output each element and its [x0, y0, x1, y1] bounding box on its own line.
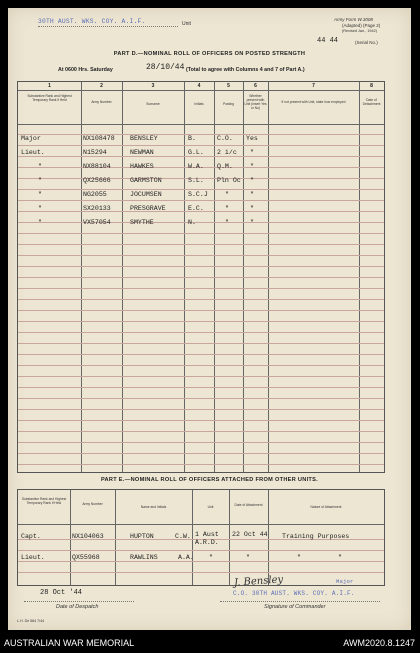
e-head-number: Army Number — [82, 502, 103, 506]
part-d-table — [17, 81, 385, 473]
col-head-posting: Posting — [223, 102, 234, 106]
d-row-6-number: SX20133 — [83, 205, 111, 212]
e-row-1-initials: C.W. — [175, 533, 191, 540]
caption-right: AWM2020.8.1247 — [343, 638, 415, 648]
d-row-4-surname: GARMSTON — [130, 177, 162, 184]
d-row-7-surname: SMYTHE — [130, 219, 154, 226]
e-row-2-nature-a: " — [297, 554, 301, 561]
part-e-table — [17, 489, 385, 589]
d-row-4-number: QX25666 — [83, 177, 111, 184]
part-d-time: At 0600 Hrs. Saturday — [58, 67, 113, 73]
col-num-4: 4 — [197, 83, 201, 89]
unit-label: Unit — [182, 21, 191, 27]
d-row-3-number: NX88104 — [83, 163, 111, 170]
d-row-4-posting: Pln Oc — [217, 177, 241, 184]
unit-stamp: 30TH AUST. WKS. COY. A.I.F. — [38, 18, 146, 25]
d-row-6-initials: E.C. — [188, 205, 204, 212]
d-row-3-present: " — [250, 163, 254, 170]
d-row-7-present: " — [250, 219, 254, 226]
e-head-unit: Unit — [207, 505, 214, 509]
despatch-underline — [24, 601, 134, 602]
d-row-2-number: N15294 — [83, 149, 107, 156]
caption-left: AUSTRALIAN WAR MEMORIAL — [4, 638, 135, 648]
d-row-2-posting: 2 i/c — [217, 149, 237, 156]
d-row-6-present: " — [250, 205, 254, 212]
d-row-2-rank: Lieut. — [21, 149, 45, 156]
d-row-5-present: " — [250, 191, 254, 198]
col-num-8: 8 — [370, 83, 373, 89]
commander-signature: J. Bensley — [233, 574, 284, 589]
e-row-1-rank: Capt. — [21, 533, 41, 540]
col-head-initials: Initials — [194, 102, 204, 106]
e-row-2-rank: Lieut. — [21, 554, 45, 561]
col-num-5: 5 — [227, 83, 230, 89]
e-row-1-nature: Training Purposes — [282, 533, 350, 540]
document-sheet — [8, 8, 411, 630]
d-row-6-posting: " — [225, 205, 229, 212]
e-row-2-nature-b: " — [338, 554, 342, 561]
e-head-name: Name and Initials — [140, 505, 167, 509]
d-row-4-rank: " — [38, 177, 42, 184]
part-d-note: (Total to agree with Columns 4 and 7 of Part A.) — [186, 67, 305, 73]
d-row-1-surname: BENSLEY — [130, 135, 158, 142]
col-num-1: 1 — [48, 83, 51, 89]
d-row-5-number: NG2055 — [83, 191, 107, 198]
col-head-employed: If not present with Unit, state how employed — [281, 100, 346, 104]
e-row-1-date: 22 Oct 44 — [232, 531, 268, 538]
despatch-date: 28 Oct '44 — [40, 589, 83, 597]
commander-rank: Major — [336, 578, 354, 585]
part-d-title: PART D.—NOMINAL ROLL OF OFFICERS ON POSTED STRENGTH — [113, 51, 306, 57]
e-row-2-unit: " — [209, 554, 213, 561]
col-head-surname: Surname — [146, 102, 160, 106]
d-row-1-posting: C.O. — [217, 135, 233, 142]
e-head-date: Date of Attachment — [234, 503, 263, 507]
e-head-nature: Nature of Attachment — [310, 505, 342, 509]
d-row-6-surname: PRESGRAVE — [130, 205, 166, 212]
col-num-7: 7 — [312, 83, 315, 89]
d-row-6-rank: " — [38, 205, 42, 212]
despatch-label: Date of Despatch — [56, 604, 99, 610]
d-row-4-present: " — [250, 177, 254, 184]
d-row-1-present: Yes — [246, 135, 258, 142]
d-row-7-rank: " — [38, 219, 42, 226]
e-row-1-number: NX104063 — [72, 533, 104, 540]
e-row-1-unit: 1 Aust A.R.D. — [195, 531, 219, 546]
col-head-number: Army Number — [91, 100, 112, 104]
d-row-3-rank: " — [38, 163, 42, 170]
d-row-1-initials: B. — [188, 135, 196, 142]
e-row-2-initials: A.A. — [178, 554, 194, 561]
col-num-2: 2 — [100, 83, 103, 89]
commander-underline — [220, 601, 380, 602]
e-row-2-number: QX55968 — [72, 554, 100, 561]
d-row-2-present: " — [250, 149, 254, 156]
d-row-7-posting: " — [225, 219, 229, 226]
commander-stamp: C.O. 30TH AUST. WKS. COY. A.I.F. — [233, 590, 355, 597]
unit-underline — [38, 26, 178, 27]
part-e-title: PART E.—NOMINAL ROLL OF OFFICERS ATTACHED FROM OTHER UNITS. — [100, 477, 319, 483]
col-num-6: 6 — [254, 83, 257, 89]
col-head-present: Whether present with Unit (insert Yes or No) — [244, 94, 267, 110]
d-row-7-number: VX57054 — [83, 219, 111, 226]
d-row-5-surname: JOCUMSEN — [130, 191, 162, 198]
d-row-5-rank: " — [38, 191, 42, 198]
serial-number: 44 44 — [317, 37, 339, 45]
serial-label: (Serial No.) — [355, 40, 378, 45]
d-row-1-number: NX108478 — [83, 135, 115, 142]
d-row-3-surname: HAWKES — [130, 163, 154, 170]
e-row-2-date: " — [246, 554, 250, 561]
d-row-4-initials: S.L. — [188, 177, 204, 184]
e-row-1-name: HUPTON — [130, 533, 154, 540]
d-row-5-initials: S.C.J — [188, 191, 208, 198]
col-head-detachment: Date of Detachment — [362, 98, 381, 106]
d-row-3-initials: W.A. — [188, 163, 204, 170]
e-row-2-name: RAWLINS — [130, 554, 158, 561]
print-code: L.H. Dir 584 7/44 — [17, 619, 45, 623]
commander-label: Signature of Commander — [264, 604, 326, 610]
d-row-2-surname: NEWMAN — [130, 149, 154, 156]
d-row-3-posting: Q.M. — [217, 163, 233, 170]
d-row-7-initials: N. — [188, 219, 196, 226]
part-d-date: 28/10/44 — [146, 63, 185, 72]
col-head-rank: Substantive Rank and Highest Temporary Rank if Held — [27, 94, 72, 102]
col-num-3: 3 — [151, 83, 155, 89]
d-row-2-initials: G.L. — [188, 149, 204, 156]
form-name: Army Form W.3008 — [334, 17, 373, 22]
form-adapted: (Adapted) (Page 2) — [342, 23, 381, 28]
form-revised: (Revised Jan., 1942) — [342, 29, 378, 33]
e-head-rank: Substantive Rank and Highest Temporary Rank if Held — [21, 497, 67, 505]
d-row-1-rank: Major — [21, 135, 41, 142]
d-row-5-posting: " — [225, 191, 229, 198]
